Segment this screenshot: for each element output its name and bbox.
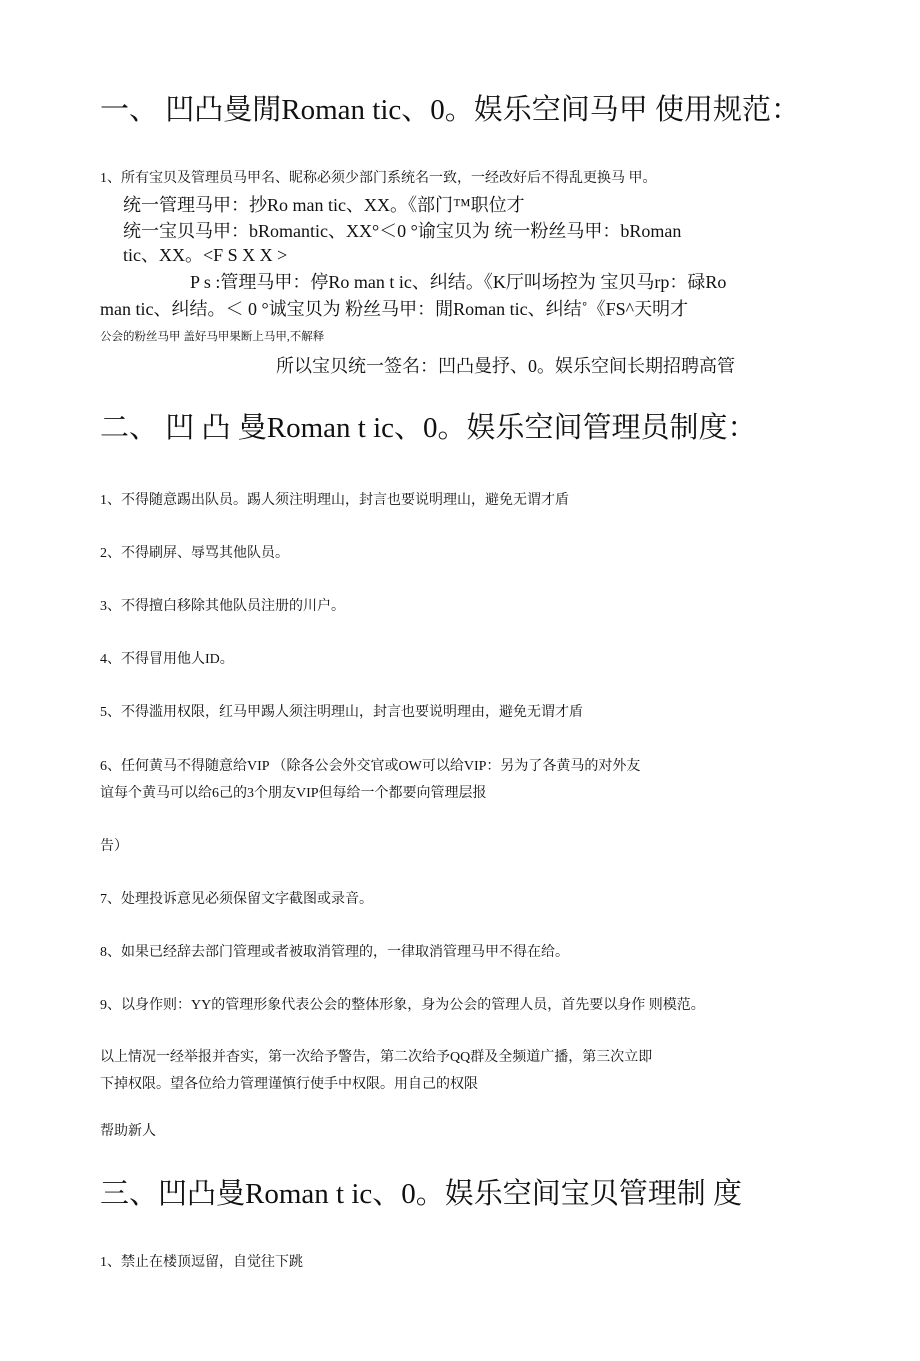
list-item: 2、不得刷屏、辱骂其他队员。 [100, 546, 289, 561]
list-item: 8、如果已经辞去部门管理或者被取消管理的，一律取消管理马甲不得在给。 [100, 945, 569, 960]
list-item: 1、禁止在楼顶逗留，自觉往下跳 [100, 1255, 303, 1270]
list-item: 4、不得冒用他人ID。 [100, 652, 234, 667]
list-item: 6、任何黄马不得随意给VIP （除各公会外交官或OW可以给VIP：另为了各黄马的对外友 [100, 759, 641, 774]
list-item: 谊每个黄马可以给6己的3个朋友VIP但每给一个都要向管理层报 [100, 786, 487, 801]
signature-line: 所以宝贝统一签名：凹凸曼抒、0。娱乐空间长期招聘高管 [276, 356, 735, 376]
list-item: 9、以身作则：YY的管理形象代表公会的整体形象，身为公会的管理人员，首先要以身作 则模范。 [100, 998, 705, 1013]
paragraph-line: 以上情况一经举报并杳实，第一次给予警告，第二次给予QQ群及全频道广播，第三次立即 [100, 1050, 653, 1065]
rule-line: 统一宝贝马甲：bRomantic、XX°＜0 °谕宝贝为 统一粉丝马甲：bRoman [123, 221, 682, 241]
section-3-heading: 三、凹凸曼Roman t ic、0。娱乐空间宝贝管理制 度 [100, 1178, 743, 1210]
list-item: 7、处理投诉意见必须保留文字截图或录音。 [100, 892, 373, 907]
rule-line: 1、所有宝贝及管理员马甲名、昵称必须少部门系统名一致，一经改好后不得乱更换马 甲。 [100, 171, 657, 186]
list-item: 告） [100, 839, 128, 854]
paragraph-line: 帮助新人 [100, 1124, 156, 1139]
rule-line: P s :管理马甲：停Ro man t ic、纠结。《K厅叫场控为 宝贝马rp：碌Ro [190, 272, 727, 292]
list-item: 3、不得擅白移除其他队员注册的川户。 [100, 599, 345, 614]
rule-line: 统一管理马甲：抄Ro man tic、XX。《部门™职位才 [123, 195, 525, 215]
rule-line: tic、XX。<F S X X > [123, 245, 288, 265]
section-1-heading: 一、 凹凸曼閒Roman tic、0。娱乐空间马甲 使用规范： [100, 94, 801, 126]
paragraph-line: 下掉权限。望各位给力管理谨慎行使手中权限。用自己的权限 [100, 1077, 478, 1092]
section-2-heading: 二、 凹 凸 曼Roman t ic、0。娱乐空间管理员制度： [100, 412, 757, 444]
list-item: 5、不得滥用权限，红马甲踢人须注明理山，封言也要说明理由，避免无谓才盾 [100, 705, 583, 720]
rule-line: man tic、纠结。＜ 0 °诚宝贝为 粉丝马甲：閒Roman tic、纠结˚《FS^天明才 [100, 299, 689, 319]
rule-line: 公会的粉丝马甲 盖好马甲果断上马甲,不解释 [100, 331, 325, 343]
list-item: 1、不得随意踢出队员。踢人须注明理山，封言也要说明理山，避免无谓才盾 [100, 493, 569, 508]
